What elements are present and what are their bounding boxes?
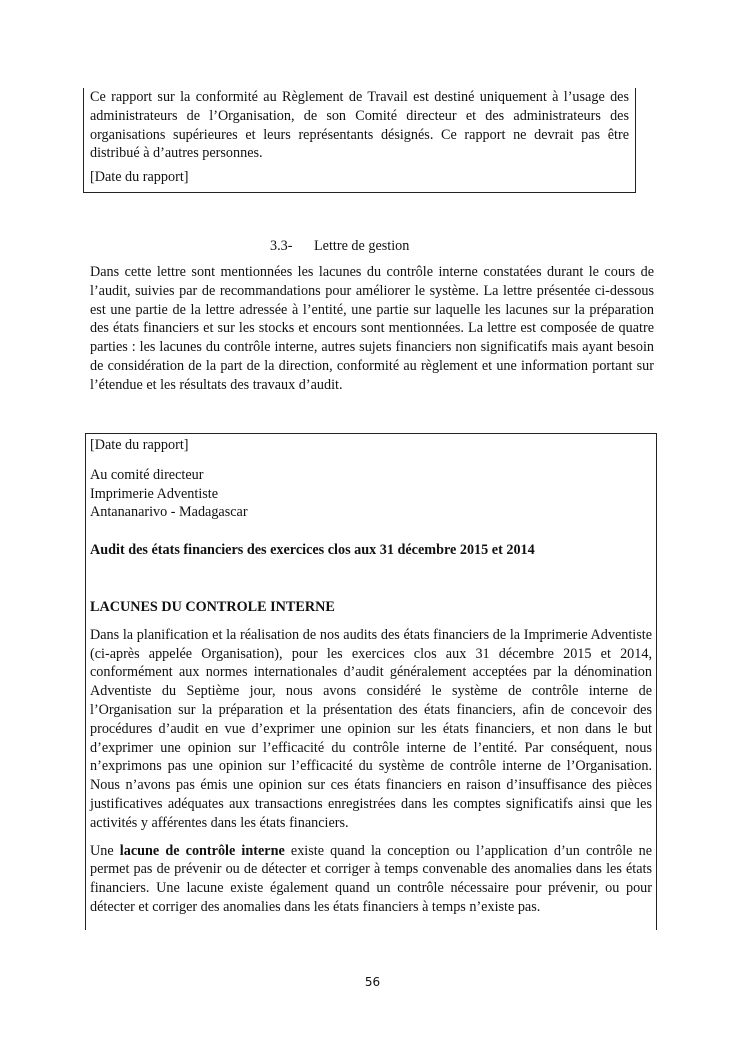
distribution-restriction-paragraph: Ce rapport sur la conformité au Règlement de Travail est destiné uniquement à l’usage des administrateurs de l’Organisation, de son Comité directeur et des administrateurs des organisations supérieures et leurs représentants désignés. Ce rapport ne devrait pas être distribué à d’autres personnes. bbox=[90, 89, 629, 162]
section-heading bbox=[270, 237, 409, 256]
definition-body-text: existe quand la conception ou l’application d’un contrôle ne permet pas de prévenir ou de détecter et corriger à temps convenable des anomalies dans les états financiers. Une lacune existe également quand un contrôle nécessaire pour prévenir, ou pour détecter et corriger des anomalies dans les états financiers à temps n’existe pas. bbox=[90, 842, 653, 915]
section-title: Lettre de gestion bbox=[314, 238, 410, 254]
internal-control-section-title: LACUNES DU CONTROLE INTERNE bbox=[90, 598, 335, 615]
address-line-recipient: Au comité directeur bbox=[90, 466, 204, 483]
definition-lead-text: Une bbox=[90, 842, 120, 859]
control-deficiency-definition-paragraph bbox=[90, 842, 652, 917]
intro-paragraph: Dans cette lettre sont mentionnées les lacunes du contrôle interne constatées durant le cours de l’audit, suivies par de recommandations pour améliorer le système. La lettre présentée ci-dessous est une partie de la lettre adressée à l’entité, une partie sur laquelle les lacunes sur la préparation des états financiers et sur les stocks et encours sont mentionnées. La lettre est composée de quatre parties : les lacunes du contrôle interne, autres sujets financiers non significatifs mais ayant besoin de considération de la part de la direction, conformité au règlement et une information portant sur l’étendue et les résultats des travaux d’audit. bbox=[90, 264, 654, 393]
definition-term: lacune de contrôle interne bbox=[119, 842, 285, 859]
audit-scope-paragraph: Dans la planification et la réalisation de nos audits des états financiers de la Imprimerie Adventiste (ci-après appelée Organisation), pour les exercices clos aux 31 décembre 2015 et 2014, conformément aux normes internationales d’audit généralement acceptées par la dénomination Adventiste du Septième jour, nous avons considéré le système de contrôle interne de l’Organisation sur la préparation et la présentation des états financiers, afin de concevoir des procédures d’audit en vue d’exprimer une opinion sur les états financiers, et non dans le but d’exprimer une opinion sur l’efficacité du contrôle interne de l’entité. Par conséquent, nous n’exprimons pas une opinion sur l’efficacité du système de contrôle interne de l’Organisation. Nous n’avons pas émis une opinion sur ces états financiers en raison d’insuffisance des pièces justificatives adéquates aux transactions enregistrées dans les comptes significatifs ainsi que les activités y afférentes dans les états financiers. bbox=[90, 626, 652, 831]
management-letter-box bbox=[85, 433, 657, 930]
section-number: 3.3- bbox=[270, 238, 293, 254]
compliance-report-box bbox=[83, 88, 636, 193]
page-number: 56 bbox=[364, 975, 381, 989]
recipient-address bbox=[90, 466, 652, 522]
address-line-city: Antananarivo - Madagascar bbox=[90, 504, 248, 521]
report-date-placeholder: [Date du rapport] bbox=[90, 169, 189, 186]
address-line-organization: Imprimerie Adventiste bbox=[90, 485, 219, 502]
audit-subject-title: Audit des états financiers des exercices clos aux 31 décembre 2015 et 2014 bbox=[90, 542, 535, 559]
letter-date-placeholder: [Date du rapport] bbox=[90, 437, 189, 453]
